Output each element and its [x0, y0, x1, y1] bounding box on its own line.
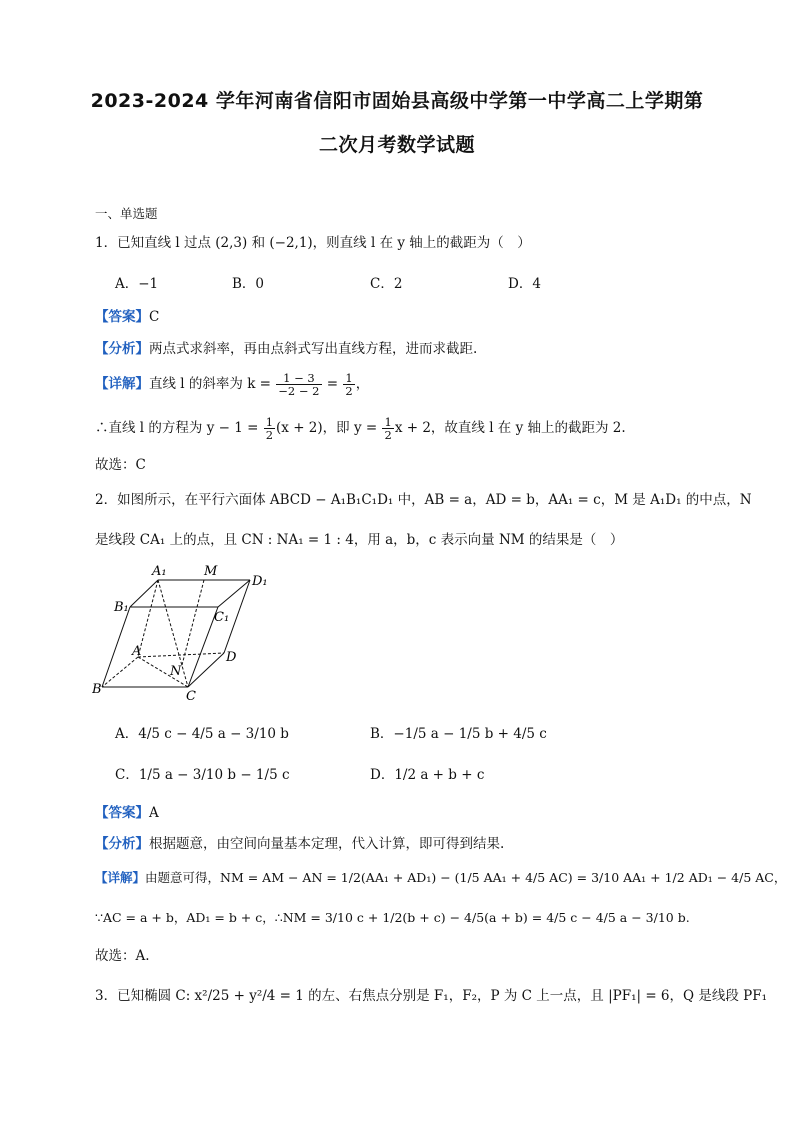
q2-stem-line1: 2．如图所示，在平行六面体 ABCD − A₁B₁C₁D₁ 中，AB = a，AD = b，AA₁ = c，M 是 A₁D₁ 的中点，N — [95, 492, 752, 508]
q2-detail-line2: ∵AC = a + b，AD₁ = b + c，∴NM = 3/10 c + 1/2(b + c) − 4/5(a + b) = 4/5 c − 4/5 a − 3/10 b. — [95, 910, 690, 925]
q3-stem: 3．已知椭圆 C: x²/25 + y²/4 = 1 的左、右焦点分别是 F₁，F₂，P 为 C 上一点，且 |PF₁| = 6，Q 是线段 PF₁ — [95, 988, 768, 1004]
denominator: 2 — [384, 428, 392, 442]
detail-tag: 【详解】 — [95, 870, 146, 885]
label-d: D — [226, 650, 237, 665]
detail-text: 直线 l 的斜率为 k = — [149, 376, 271, 392]
fraction — [276, 372, 321, 397]
label-b: B — [92, 682, 102, 697]
answer-tag: 【答案】 — [95, 309, 149, 325]
q2-detail-line1 — [95, 868, 786, 888]
q1-option-d: D．4 — [508, 276, 541, 292]
label-a: A — [132, 644, 142, 659]
detail-tag: 【详解】 — [95, 376, 149, 392]
q1-option-b: B．0 — [232, 276, 265, 292]
document-title-line1: 2023-2024 学年河南省信阳市固始县高级中学第一中学高二上学期第 — [90, 90, 704, 112]
q2-conclusion: 故选：A. — [95, 948, 150, 964]
q1-detail-line2 — [95, 416, 626, 441]
q1-analysis — [95, 339, 477, 359]
label-d1: D₁ — [252, 574, 268, 589]
label-b1: B₁ — [114, 600, 129, 615]
edge-a1-b1 — [130, 580, 158, 607]
q2-analysis — [95, 834, 504, 854]
detail-text: (x + 2)，即 y = — [276, 420, 378, 436]
detail-text: ∴直线 l 的方程为 y − 1 = — [95, 420, 259, 436]
section-heading: 一、单选题 — [95, 206, 158, 221]
denominator: 2 — [265, 428, 274, 442]
detail-text: 由题意可得，NM = AM − AN = 1/2(AA₁ + AD₁) − (1/5 AA₁ + 4/5 AC) = 3/10 AA₁ + 1/2 AD₁ − 4/5 AC， — [145, 870, 787, 885]
answer-value: C — [149, 309, 160, 325]
edge-c-d — [188, 653, 224, 687]
analysis-tag: 【分析】 — [95, 836, 149, 852]
fraction — [343, 372, 354, 397]
label-c1: C₁ — [214, 610, 230, 625]
q1-answer — [95, 307, 159, 327]
label-n: N — [170, 664, 182, 679]
q1-stem: 1．已知直线 l 过点 (2,3) 和 (−2,1)，则直线 l 在 y 轴上的截距为（ ） — [95, 235, 531, 251]
detail-text: x + 2，故直线 l 在 y 轴上的截距为 2. — [394, 420, 626, 436]
answer-value: A — [149, 805, 159, 821]
q1-conclusion: 故选：C — [95, 457, 146, 473]
q1-option-c: C．2 — [370, 276, 403, 292]
fraction — [264, 416, 275, 441]
edge-b1-b — [102, 607, 130, 687]
parallelepiped-figure — [92, 563, 282, 707]
label-m: M — [204, 564, 218, 579]
parallelepiped-diagram — [92, 563, 282, 703]
numerator: 1 — [265, 415, 274, 429]
q2-option-d: D．1/2 a + b + c — [370, 767, 485, 783]
q1-option-a: A．−1 — [115, 276, 159, 292]
document-title-line2: 二次月考数学试题 — [318, 134, 475, 156]
denominator: 2 — [345, 384, 353, 398]
denominator: −2 − 2 — [278, 384, 320, 398]
q2-option-c: C．1/5 a − 3/10 b − 1/5 c — [115, 767, 290, 783]
analysis-text: 根据题意，由空间向量基本定理，代入计算，即可得到结果. — [149, 836, 505, 852]
equals-sign: = — [326, 376, 339, 392]
edge-a-d — [138, 653, 224, 657]
numerator: 1 — [345, 371, 353, 385]
detail-text: ， — [355, 376, 370, 392]
label-c: C — [186, 689, 196, 703]
analysis-text: 两点式求斜率，再由点斜式写出直线方程，进而求截距. — [149, 341, 478, 357]
q2-stem-line2: 是线段 CA₁ 上的点，且 CN : NA₁ = 1 : 4，用 a，b，c 表示向量 NM 的结果是（ ） — [95, 532, 624, 548]
numerator: 1 − 3 — [276, 372, 321, 385]
analysis-tag: 【分析】 — [95, 341, 149, 357]
q2-answer — [95, 803, 159, 823]
q1-detail-line1 — [95, 372, 369, 397]
q2-option-a: A．4/5 c − 4/5 a − 3/10 b — [115, 726, 289, 742]
numerator: 1 — [384, 415, 392, 429]
fraction — [382, 416, 393, 441]
q2-option-b: B．−1/5 a − 1/5 b + 4/5 c — [370, 726, 547, 742]
label-a1: A₁ — [152, 564, 167, 579]
answer-tag: 【答案】 — [95, 805, 149, 821]
